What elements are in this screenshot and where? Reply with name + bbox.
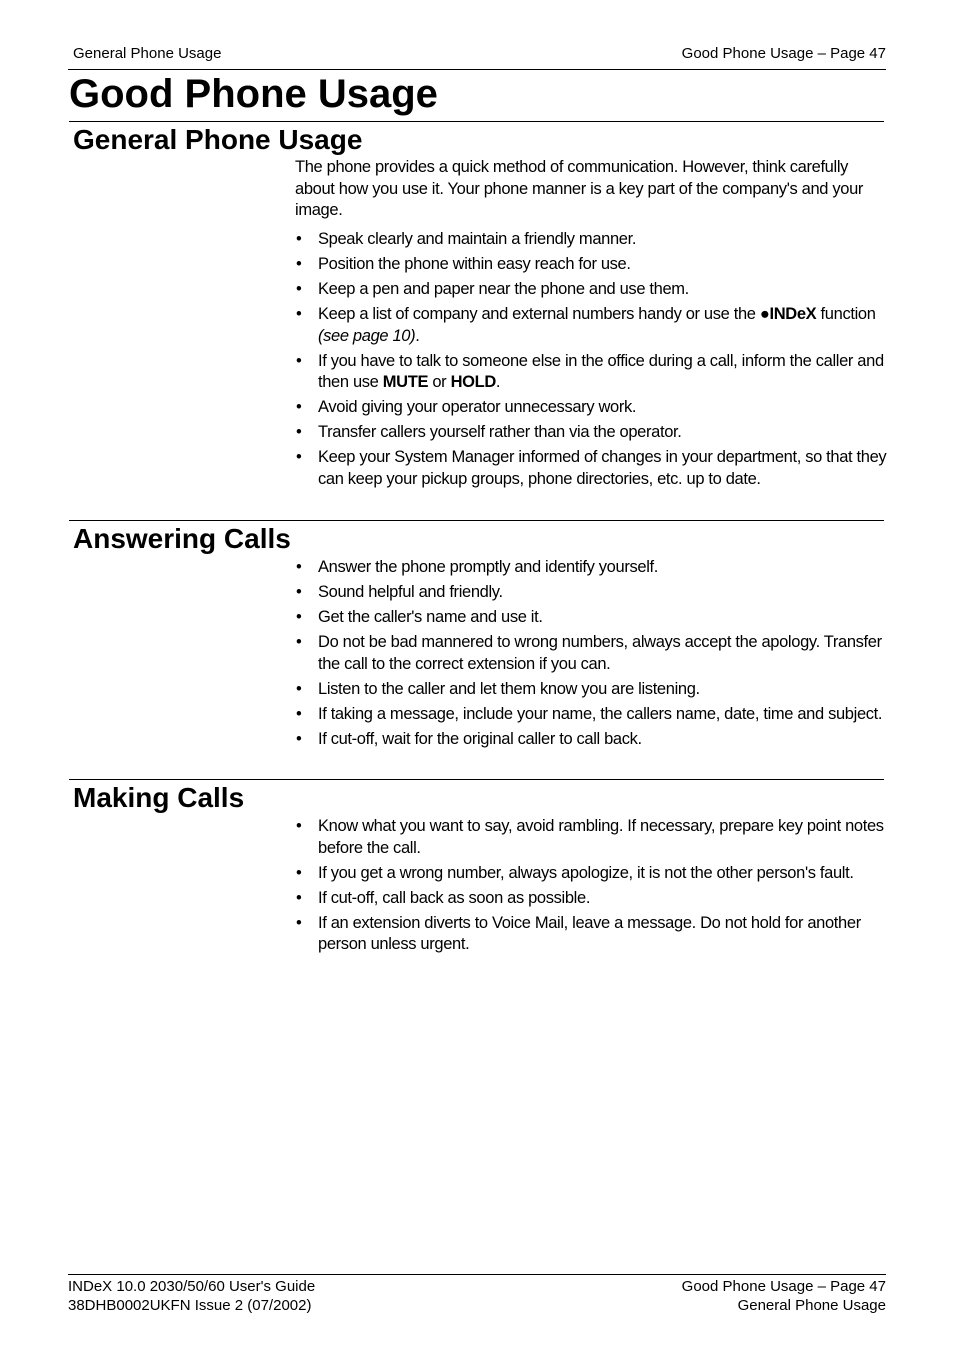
bullet-icon: • <box>296 305 302 323</box>
section-heading-answering-calls: Answering Calls <box>73 523 291 554</box>
footer-section-name: General Phone Usage <box>737 1297 886 1314</box>
bullet-icon: • <box>296 817 302 835</box>
list-item: • Get the caller's name and use it. <box>295 607 887 629</box>
footer-right <box>682 1277 886 1315</box>
section-divider <box>69 520 884 521</box>
index-key-icon: ● <box>759 305 770 323</box>
bullet-icon: • <box>296 888 302 907</box>
list-item: • Listen to the caller and let them know you are listening. <box>295 679 887 701</box>
bullet-icon: • <box>296 398 302 416</box>
bullet-icon: • <box>296 704 302 723</box>
bullet-icon: • <box>296 351 302 370</box>
list-item: • Keep a pen and paper near the phone and use them. <box>295 279 887 301</box>
header-page-ref: Good Phone Usage – Page 47 <box>681 45 886 62</box>
list-item: • Answer the phone promptly and identify yourself. <box>295 557 887 579</box>
page-title: Good Phone Usage <box>69 72 438 116</box>
bullet-icon: • <box>296 558 302 576</box>
bullet-icon: • <box>296 729 302 748</box>
title-divider <box>69 121 884 122</box>
section-divider <box>69 779 884 780</box>
list-item: • Keep a list of company and external numbers handy or use the ●INDeX function (see page 10). <box>296 305 876 345</box>
section-heading-making-calls: Making Calls <box>73 782 245 813</box>
bullet-icon: • <box>296 448 302 466</box>
index-key-label: INDeX <box>769 305 817 323</box>
list-item: • If an extension diverts to Voice Mail, leave a message. Do not hold for another person unless urgent. <box>296 913 861 953</box>
making-calls-list <box>295 816 887 959</box>
page-header <box>68 45 886 70</box>
bullet-icon: • <box>296 913 302 932</box>
list-item: • Transfer callers yourself rather than via the operator. <box>295 422 887 444</box>
bullet-icon: • <box>296 423 302 441</box>
list-item: • Keep your System Manager informed of changes in your department, so that they can keep your pickup groups, phone directories, etc. up to date. <box>296 448 887 488</box>
footer-left <box>68 1277 315 1315</box>
bullet-icon: • <box>296 608 302 626</box>
bullet-icon: • <box>296 230 302 248</box>
list-item: • If you have to talk to someone else in the office during a call, inform the caller and then use MUTE or HOLD. <box>296 351 884 391</box>
bullet-icon: • <box>296 863 302 882</box>
answering-calls-list <box>295 557 887 754</box>
footer-guide-title: INDeX 10.0 2030/50/60 User's Guide <box>68 1278 316 1295</box>
page-reference: (see page 10) <box>318 326 416 345</box>
list-item: • If you get a wrong number, always apologize, it is not the other person's fault. <box>295 863 887 885</box>
header-section-name: General Phone Usage <box>73 45 222 62</box>
list-item: • Position the phone within easy reach for use. <box>295 254 887 276</box>
section-intro: The phone provides a quick method of communication. However, think carefully about how you use it. Your phone manner is a key part of the company's and your image. <box>295 158 864 219</box>
bullet-icon: • <box>296 679 302 698</box>
list-item: • Avoid giving your operator unnecessary work. <box>295 397 887 419</box>
bullet-icon: • <box>296 280 302 298</box>
list-item: • Sound helpful and friendly. <box>295 582 887 604</box>
list-item: • Do not be bad mannered to wrong numbers, always accept the apology. Transfer the call to the correct extension if you can. <box>296 633 882 673</box>
list-item: • If cut-off, call back as soon as possible. <box>295 888 887 910</box>
hold-key-label: HOLD <box>450 373 496 391</box>
bullet-icon: • <box>296 583 302 601</box>
bullet-icon: • <box>296 633 302 651</box>
list-item: • If taking a message, include your name, the callers name, date, time and subject. <box>295 704 887 726</box>
list-item: • If cut-off, wait for the original caller to call back. <box>295 729 887 751</box>
list-item: • Know what you want to say, avoid rambling. If necessary, prepare key point notes before the call. <box>296 817 884 857</box>
bullet-icon: • <box>296 255 302 273</box>
list-item: • Speak clearly and maintain a friendly manner. <box>295 229 887 251</box>
section-heading-general-phone-usage: General Phone Usage <box>73 124 363 155</box>
mute-key-label: MUTE <box>382 373 429 391</box>
footer-page-ref: Good Phone Usage – Page 47 <box>681 1278 886 1295</box>
page-footer <box>68 1274 886 1314</box>
footer-issue: 38DHB0002UKFN Issue 2 (07/2002) <box>68 1297 312 1314</box>
general-usage-list <box>295 229 887 494</box>
